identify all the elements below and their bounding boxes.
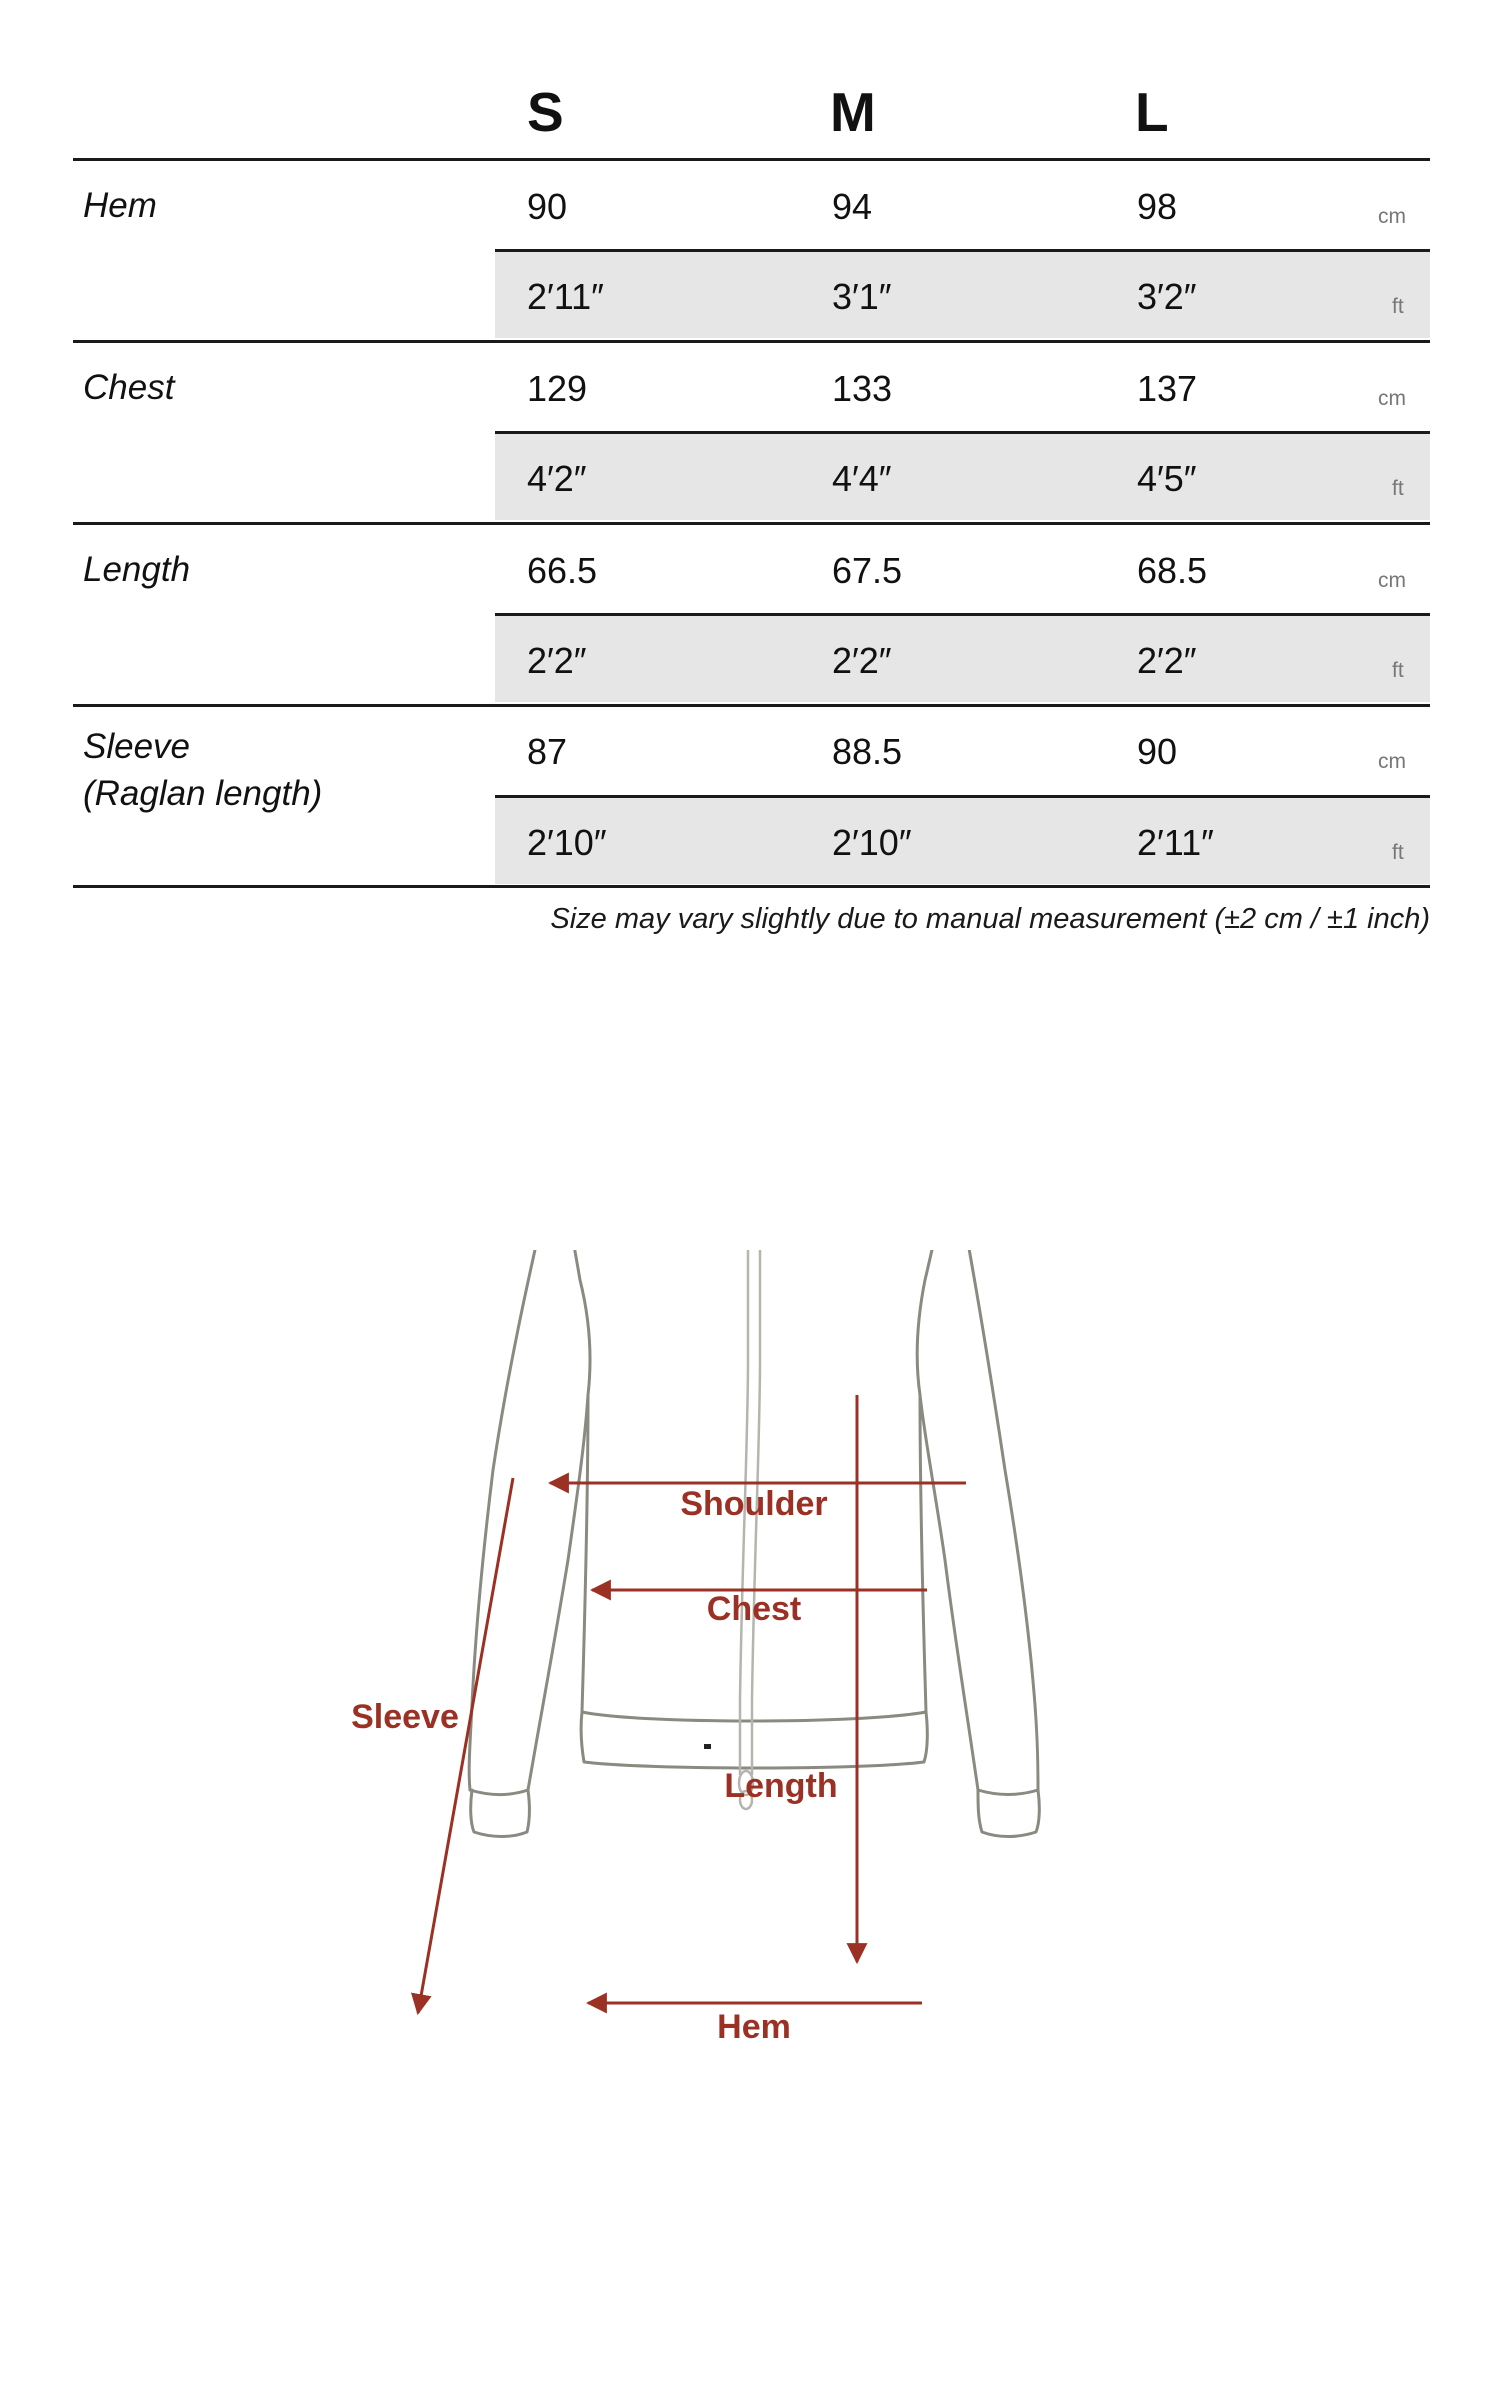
size-header-s: S <box>527 81 564 143</box>
table-rule <box>73 340 1430 343</box>
hem-cm-l: 98 <box>1137 186 1178 227</box>
length-ft-row <box>495 615 1430 702</box>
hem-ft-m: 3′1″ <box>832 276 892 317</box>
hem-ft-row <box>495 251 1430 338</box>
unit-ft: ft <box>1392 295 1404 318</box>
chest-ft-s: 4′2″ <box>527 458 587 499</box>
chest-cm-l: 137 <box>1137 368 1198 409</box>
chest-ft-m: 4′4″ <box>832 458 892 499</box>
hem-ft-s: 2′11″ <box>527 276 604 317</box>
row-label-sleeve: Sleeve <box>83 727 191 766</box>
unit-cm: cm <box>1378 205 1406 228</box>
sleeve-cm-m: 88.5 <box>832 731 903 772</box>
sleeve-arrow <box>418 1478 513 2013</box>
row-divider <box>495 613 1430 616</box>
length-cm-m: 67.5 <box>832 550 903 591</box>
length-cm-l: 68.5 <box>1137 550 1208 591</box>
length-ft-m: 2′2″ <box>832 640 892 681</box>
zipper <box>739 1250 760 1809</box>
hoodie-measurement-diagram <box>0 1250 1500 2100</box>
label-chest: Chest <box>706 1590 802 1628</box>
unit-ft: ft <box>1392 477 1404 500</box>
sleeve-ft-m: 2′10″ <box>832 822 912 863</box>
length-ft-l: 2′2″ <box>1137 640 1197 681</box>
sleeve-cm-s: 87 <box>527 731 568 772</box>
unit-ft: ft <box>1392 659 1404 682</box>
label-sleeve: Sleeve <box>351 1698 459 1736</box>
chest-ft-row <box>495 433 1430 520</box>
length-cm-s: 66.5 <box>527 550 598 591</box>
label-length: Length <box>724 1767 838 1805</box>
row-divider <box>495 795 1430 798</box>
table-rule <box>73 158 1430 161</box>
measurement-note: Size may vary slightly due to manual measurement (±2 cm / ±1 inch) <box>550 903 1430 935</box>
unit-ft: ft <box>1392 841 1404 864</box>
length-ft-s: 2′2″ <box>527 640 587 681</box>
diagram-labels <box>351 1485 838 2046</box>
size-header-m: M <box>830 81 876 143</box>
label-hem: Hem <box>717 2008 791 2046</box>
sleeve-ft-l: 2′11″ <box>1137 822 1214 863</box>
chest-cm-m: 133 <box>832 368 893 409</box>
row-label-hem: Hem <box>83 186 157 225</box>
sleeve-cm-l: 90 <box>1137 731 1178 772</box>
unit-cm: cm <box>1378 569 1406 592</box>
sleeve-ft-row <box>495 797 1430 884</box>
row-label-chest: Chest <box>83 368 175 407</box>
row-label-length: Length <box>83 550 191 589</box>
chest-ft-l: 4′5″ <box>1137 458 1197 499</box>
hem-cm-m: 94 <box>832 186 873 227</box>
table-rule <box>73 522 1430 525</box>
brand-tag <box>704 1744 711 1749</box>
label-shoulder: Shoulder <box>680 1485 828 1523</box>
row-label-sleeve-sub: (Raglan length) <box>83 774 323 813</box>
unit-cm: cm <box>1378 750 1406 773</box>
row-divider <box>495 431 1430 434</box>
unit-cm: cm <box>1378 387 1406 410</box>
table-rule <box>73 885 1430 888</box>
chest-cm-s: 129 <box>527 368 588 409</box>
size-header-l: L <box>1135 81 1169 143</box>
row-divider <box>495 249 1430 252</box>
table-rule <box>73 704 1430 707</box>
sleeve-ft-s: 2′10″ <box>527 822 607 863</box>
hem-ft-l: 3′2″ <box>1137 276 1197 317</box>
hoodie-outline <box>469 1250 1039 1837</box>
hem-cm-s: 90 <box>527 186 568 227</box>
